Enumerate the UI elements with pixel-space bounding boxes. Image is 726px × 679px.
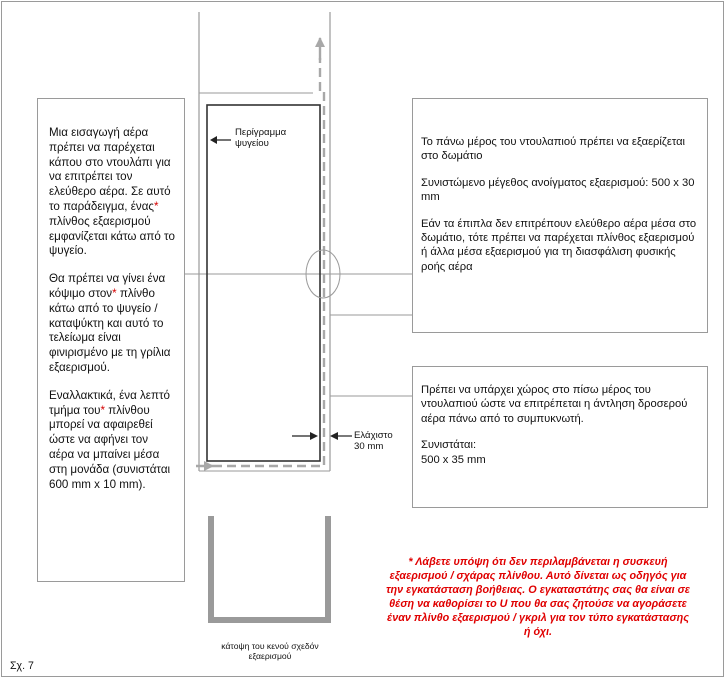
left-paragraph-3: Εναλλακτικά, ένα λεπτό τμήμα του* πλίνθου μπορεί να αφαιρεθεί ώστε να αφήνει τον αέρα να μπαίνει μέσα στη μονάδα (συνιστάται 600 mm x 10 mm). [49,388,171,491]
rear-gap-recommended-value: 500 x 35 mm [421,453,486,466]
gap-arrow-left [310,432,318,440]
installation-note: * Λάβετε υπόψη ότι δεν περιλαμβάνεται η συσκευή εξαερισμού / σχάρας πλίνθου. Αυτό δίνεται ως οδηγός για την εγκατάσταση βοήθειας. Ο εγκαταστάτης σας θα είναι σε θέση να καθορίσει το U που θα σας ζητούσε να αγοράσετε έναν πλίνθο εξαερισμού / γκριλ για τον τύπο εγκατάστασης ή όχι. [386,556,690,638]
rear-gap-recommended-label: Συνιστάται: [421,439,477,452]
gap-arrow-right [330,432,338,440]
rear-gap-info-box [412,366,708,508]
left-paragraph-2: Θα πρέπει να γίνει ένα κόψιμο στον* πλίνθο κάτω από το ψυγείο / καταψύκτη και αυτό το τελείωμα είναι φινιρισμένο με τη γρίλια εξαερισμού. [49,272,171,374]
fridge-outline [207,105,320,461]
plan-view-bracket-outer [211,516,328,620]
fridge-outline-label: Περίγραμμα ψυγείου [235,127,287,149]
top-vent-paragraph-3: Εάν τα έπιπλα δεν επιτρέπουν ελεύθερο αέρα μέσα στο δωμάτιο, τότε πρέπει να παρέχεται πλίνθος εξαερισμού ή άλλα μέσα εξαερισμού για τη διασφάλιση φυσικής ροής αέρα [421,217,697,273]
minimum-gap-label: Ελάχιστο 30 mm [354,430,393,452]
rear-gap-paragraph-1: Πρέπει να υπάρχει χώρος στο πίσω μέρος του ντουλαπιού ώστε να επιτρέπεται η άντληση δροσερού αέρα πάνω από το συμπυκνωτή. [421,384,688,425]
figure-number: Σχ. 7 [10,660,34,672]
plan-view-bracket-inner [219,524,320,614]
top-vent-paragraph-1: Το πάνω μέρος του ντουλαπιού πρέπει να εξαερίζεται στο δωμάτιο [421,136,686,163]
left-paragraph-1: Μια εισαγωγή αέρα πρέπει να παρέχεται κάπου στο ντουλάπι για να επιτρέπει τον ελεύθερο αέρα. Σε αυτό το παράδειγμα, ένας* πλίνθος εξαερισμού εμφανίζεται κάτω από το ψυγείο. [49,126,175,258]
outline-pointer-arrow [210,136,217,144]
plan-view-caption: κάτοψη του κενού σχεδόν εξαερισμού [221,641,319,661]
airflow-path [213,58,324,466]
left-info-box [37,98,185,582]
top-vent-info-box [412,98,708,333]
top-vent-paragraph-2: Συνιστώμενο μέγεθος ανοίγματος εξαερισμού: 500 x 30 mm [421,176,695,204]
